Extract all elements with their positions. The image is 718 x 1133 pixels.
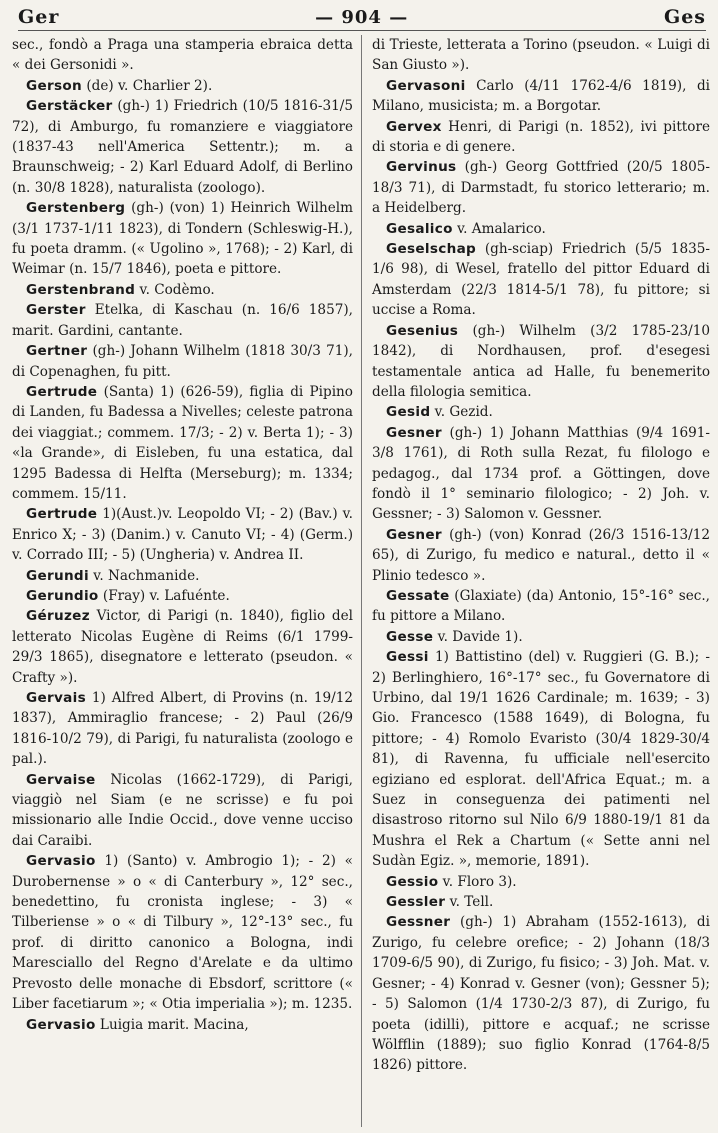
- entry-headword: Gesid: [386, 404, 431, 421]
- entry-headword: Gesner: [386, 424, 442, 441]
- entry-headword: Gessi: [386, 649, 429, 666]
- entry-headword: Gessio: [386, 873, 439, 890]
- entry-headword: Gesenius: [386, 322, 459, 339]
- dictionary-entry: [12, 851, 353, 1014]
- dictionary-entry: [12, 96, 353, 198]
- entry-text: (gh-) Johann Wilhelm (1818 30/3 71), di Copenaghen, fu pitt.: [12, 343, 353, 380]
- dictionary-entry: [372, 402, 710, 422]
- entry-text: v. Gezid.: [430, 404, 493, 421]
- entry-headword: Gervex: [386, 118, 442, 135]
- dictionary-entry: [12, 280, 353, 300]
- dictionary-entry: [12, 770, 353, 852]
- entry-text: v. Nachmanide.: [88, 567, 200, 584]
- dictionary-entry: [372, 647, 710, 871]
- entry-text: (gh-) 1) Friedrich (10/5 1816-31/5 72), di Amburgo, fu romanziere e viaggiatore (1837-43 nell'America Settentr.); m. a Braunschweig; - 2) Karl Eduard Adolf, di Berlino (n. 30/8 1828), naturalista (zoologo).: [12, 98, 353, 196]
- dictionary-entry: [372, 872, 710, 892]
- left-column: [12, 35, 361, 1127]
- dictionary-entry: [372, 892, 710, 912]
- entry-text: 1) Battistino (del) v. Ruggieri (G. B.); - 2) Berlinghiero, 16°-17° sec., fu Governatore di Urbino, dal 19/1 1626 Cardinale; m. 1639; - 3) Gio. Francesco (1588 1649), di Bologna, fu pittore; - 4) Romolo Evaristo (30/4 1829-30/4 81), di Ravenna, fu ufficiale nell'esercito egiziano ed esplorat. dell'Africa Equat.; m. a Suez in conseguenza dei patimenti nel disastroso ritorno sul Nilo 6/9 1880-19/1 81 da Mushra el Rek a Chartum (« Sette anni nel Sudàn Egiz. », memorie, 1891).: [372, 649, 710, 870]
- entry-text: (gh-) (von) 1) Heinrich Wilhelm (3/1 1737-1/11 1823), di Tondern (Schleswig-H.), fu poeta dramm. (« Ugolino », 1768); - 2) Karl, di Weimar (n. 15/7 1846), poeta e pittore.: [12, 200, 353, 278]
- dictionary-entry: [12, 1015, 353, 1035]
- entry-headword: Gerster: [26, 302, 86, 319]
- entry-text: v. Floro 3).: [438, 873, 517, 890]
- entry-text: 1)(Aust.)v. Leopoldo VI; - 2) (Bav.) v. Enrico X; - 3) (Danim.) v. Canuto VI; - 4) (Germ.) v. Corrado III; - 5) (Ungheria) v. Andrea II.: [12, 506, 353, 564]
- dictionary-entry: [12, 198, 353, 280]
- two-column-body: [12, 35, 710, 1127]
- entry-text: (gh-) 1) Johann Matthias (9/4 1691-3/8 1761), di Roth sulla Rezat, fu filologo e pedagog., dal 1734 prof. a Göttingen, dove fondò il 1° seminario filologico; - 2) Joh. v. Gessner; - 3) Salomon v. Gessner.: [372, 424, 710, 523]
- entry-text: v. Codèmo.: [135, 281, 215, 298]
- entry-headword: Gerundi: [26, 567, 89, 584]
- dictionary-entry: [12, 504, 353, 565]
- entry-headword: Gerundio: [26, 587, 99, 604]
- entry-headword: Gervais: [26, 690, 86, 706]
- dictionary-entry: [12, 35, 353, 76]
- page-header: [18, 4, 706, 31]
- dictionary-entry: [372, 117, 710, 158]
- entry-headword: Gervasio: [26, 853, 96, 870]
- entry-text: v. Davide 1).: [433, 628, 523, 645]
- entry-text: v. Amalarico.: [452, 220, 546, 237]
- entry-headword: Gerson: [26, 77, 82, 94]
- entry-headword: Gertrude: [26, 383, 98, 400]
- entry-headword: Gerstenbrand: [26, 281, 136, 298]
- entry-text: Henri, di Parigi (n. 1852), ivi pittore di storia e di genere.: [372, 118, 710, 156]
- dictionary-entry: [372, 912, 710, 1075]
- entry-text: (Fray) v. Lafuénte.: [98, 587, 230, 604]
- entry-text: Etelka, di Kaschau (n. 16/6 1857), marit. Gardini, cantante.: [12, 302, 353, 339]
- entry-headword: Gerstenberg: [26, 200, 126, 217]
- dictionary-entry: [372, 321, 710, 403]
- entry-headword: Gesalico: [386, 220, 453, 237]
- entry-headword: Gervinus: [386, 159, 457, 176]
- entry-headword: Gervaise: [26, 771, 96, 788]
- right-column: [361, 35, 710, 1127]
- entry-headword: Géruzez: [26, 608, 90, 625]
- entry-headword: Gesse: [386, 628, 434, 645]
- dictionary-entry: [372, 76, 710, 117]
- entry-headword: Gertner: [26, 343, 88, 360]
- dictionary-entry: [372, 586, 710, 627]
- dictionary-entry: [372, 35, 710, 76]
- page-number: — 904 —: [315, 6, 409, 28]
- entry-headword: Gessner: [386, 914, 451, 931]
- entry-text: (gh-) Georg Gottfried (20/5 1805-18/3 71), di Darmstadt, fu storico letterario; m. a Heidelberg.: [372, 159, 710, 217]
- entry-headword: Gertrude: [26, 506, 98, 523]
- entry-text: (gh-) 1) Abraham (1552-1613), di Zurigo, fu celebre orefice; - 2) Johann (18/3 1709-6/5 90), di Zurigo, fu fisico; - 3) Joh. Mat. v. Gesner; - 4) Konrad v. Gesner (von); Gessner 5); - 5) Salomon (1/4 1730-2/3 87), di Zurigo, fu poeta (idilli), pittore e acquaf.; ne scrisse Wölfflin (1889); suo figlio Konrad (1764-8/5 1826) pittore.: [372, 914, 710, 1074]
- entry-text: 1) Alfred Albert, di Provins (n. 19/12 1837), Ammiraglio francese; - 2) Paul (26/9 1816-10/2 79), di Parigi, fu naturalista (zoologo e pal.).: [12, 690, 353, 768]
- dictionary-entry: [372, 525, 710, 586]
- dictionary-entry: [12, 606, 353, 688]
- entry-text: (gh-) (von) Konrad (26/3 1516-13/12 65), di Zurigo, fu medico e natural., detto il « Plinio tedesco ».: [372, 526, 710, 584]
- entry-text: (Glaxiate) (da) Antonio, 15°-16° sec., fu pittore a Milano.: [372, 587, 710, 625]
- entry-text: Carlo (4/11 1762-4/6 1819), di Milano, musicista; m. a Borgotar.: [372, 77, 710, 115]
- dictionary-entry: [12, 688, 353, 770]
- entry-text: (gh-sciap) Friedrich (5/5 1835-1/6 98), di Wesel, fratello del pittor Eduard di Amsterdam (22/3 1814-5/1 78), fu pittore; si uccise a Roma.: [372, 241, 710, 319]
- entry-text: v. Tell.: [445, 894, 494, 911]
- entry-text: 1) (Santo) v. Ambrogio 1); - 2) « Durobernense » o « di Canterbury », 12° sec., benedettino, fu cronista inglese; - 3) « Tilberiense » o « di Tilbury », 12°-13° sec., fu prof. di diritto canonico a Bologna, indi Maresciallo del Regno d'Arelate e da ultimo Prevosto delle monache di Ebsdorf, scrittore (« Liber facetiarum »; « Otia imperialia »); m. 1235.: [12, 853, 353, 1013]
- entry-headword: Gervasio: [26, 1016, 96, 1033]
- header-left-guide-word: Ger: [18, 6, 60, 28]
- entry-headword: Gervasoni: [386, 77, 466, 94]
- dictionary-entry: [372, 627, 710, 647]
- dictionary-entry: [12, 300, 353, 341]
- dictionary-entry: [12, 382, 353, 504]
- entry-headword: Gesner: [386, 526, 442, 543]
- entry-text: Nicolas (1662-1729), di Parigi, viaggiò nel Siam (e ne scrisse) e fu poi missionario alle Indie Occid., dove venne ucciso dai Caraibi.: [12, 771, 353, 849]
- dictionary-entry: [372, 219, 710, 239]
- entry-headword: Gessate: [386, 587, 450, 604]
- entry-text: (de) v. Charlier 2).: [82, 77, 213, 94]
- dictionary-entry: [372, 157, 710, 218]
- dictionary-entry: [12, 566, 353, 586]
- entry-text: (Santa) 1) (626-59), figlia di Pipino di Landen, fu Badessa a Nivelles; celeste patrona dei viaggiat.; commem. 17/3; - 2) v. Berta 1); - 3) «la Grande», di Eisleben, fu una estatica, dal 1295 Badessa di Helfta (Merseburg); m. 1334; commem. 15/11.: [12, 383, 353, 502]
- header-right-guide-word: Ges: [663, 6, 706, 28]
- entry-text: (gh-) Wilhelm (3/2 1785-23/10 1842), di Nordhausen, prof. d'esegesi testamentale antica ad Halle, fu benemerito della filologia semitica.: [372, 322, 710, 400]
- dictionary-entry: [372, 239, 710, 321]
- entry-headword: Geselschap: [386, 241, 477, 258]
- entry-text: Luigia marit. Macina,: [95, 1016, 249, 1033]
- entry-headword: Gessler: [386, 894, 446, 911]
- dictionary-entry: [372, 423, 710, 525]
- dictionary-entry: [12, 76, 353, 96]
- entry-text: Victor, di Parigi (n. 1840), figlio del letterato Nicolas Eugène di Reims (6/1 1799-29/3 1865), disegnatore e letterato (pseudon. « Crafty »).: [12, 608, 353, 686]
- entry-text: di Trieste, letterata a Torino (pseudon. « Luigi di San Giusto »).: [372, 37, 710, 74]
- entry-headword: Gerstäcker: [26, 98, 113, 115]
- dictionary-entry: [12, 586, 353, 606]
- dictionary-entry: [12, 341, 353, 382]
- entry-text: sec., fondò a Praga una stamperia ebraica detta « dei Gersonidi ».: [12, 37, 353, 74]
